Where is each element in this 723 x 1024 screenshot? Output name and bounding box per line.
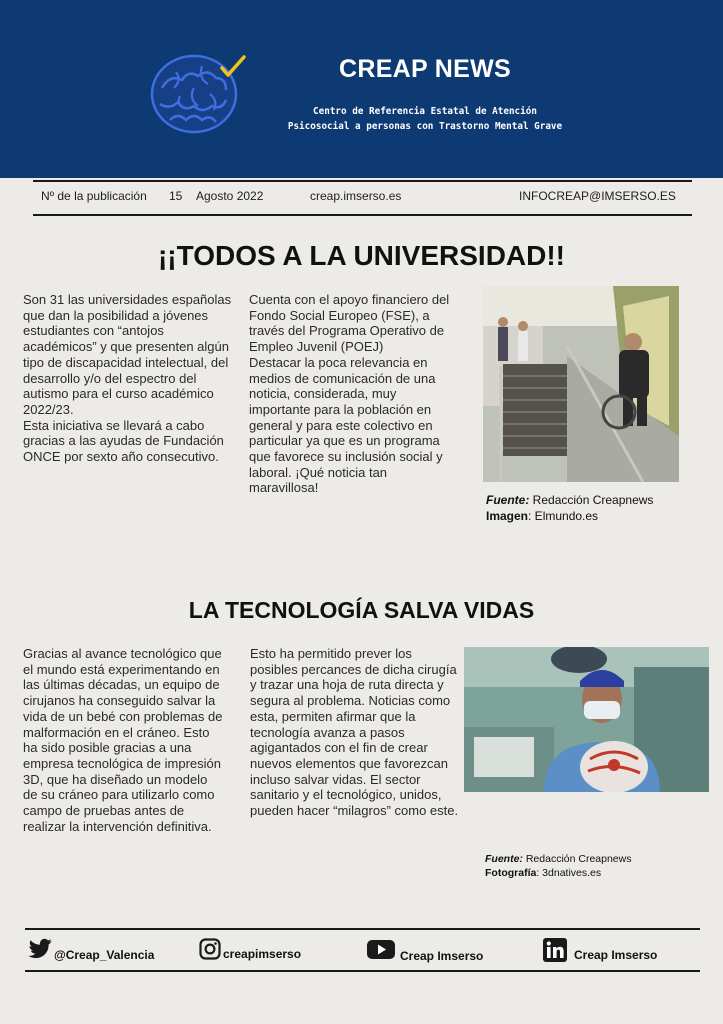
article-1-column-2: [249, 292, 459, 496]
article-2-column-2: [250, 646, 460, 819]
linkedin-page: Creap Imserso: [574, 948, 658, 962]
article-1-paragraph: Son 31 las universidades españolas que dan la posibilidad a jóvenes estudiantes con “antojos académicos” y que presenten algún tipo de discapacidad intelectual, del desarrollo y/o del espectro del autismo para el curso académico 2022/23.: [23, 292, 232, 417]
instagram-icon: [199, 938, 221, 960]
article-1-paragraph: Cuenta con el apoyo financiero del Fondo Social Europeo (FSE), a través del Programa Operativo de Empleo Juvenil (POEJ): [249, 292, 450, 355]
caption-source: Redacción Creapnews: [522, 853, 632, 865]
article-2-column-1: [23, 646, 223, 834]
article-2-caption: [485, 853, 631, 880]
publication-info-bar: [33, 180, 692, 216]
brand-subtitle: [255, 104, 595, 134]
youtube-icon: [367, 938, 395, 960]
subtitle-line-2: Psicosocial a personas con Trastorno Mental Grave: [287, 121, 563, 132]
article-1-caption: [486, 492, 653, 524]
brand-title: CREAP NEWS: [338, 55, 511, 83]
article-1-paragraph: Destacar la poca relevancia en medios de comunicación de una noticia, considerada, muy importante para la población en general y para este colectivo en particular ya que es un programa que favorece su inclusión social y laboral. ¡Qué noticia tan maravillosa!: [249, 354, 443, 496]
caption-source-label: Fuente:: [486, 493, 530, 507]
twitter-icon: [29, 938, 53, 960]
website-link[interactable]: creap.imserso.es: [310, 189, 402, 203]
caption-source: Redacción Creapnews: [529, 493, 654, 507]
article-2-paragraph: Esto ha permitido prever los posibles percances de dicha cirugía y trazar una hoja de ruta directa y segura al problema. Noticias como esta, permiten afirmar que la tecnología avanza a pasos agigantados con el fin de crear nuevos elementos que favorezcan incluso salvar vidas. El sector sanitario y el tecnológico, unidos, pueden hacer “milagros” como este.: [250, 646, 459, 819]
publication-date: Agosto 2022: [196, 189, 264, 203]
university-photo: [483, 286, 679, 482]
caption-source-label: Fuente:: [485, 853, 523, 865]
subtitle-line-1: Centro de Referencia Estatal de Atención: [313, 106, 537, 117]
caption-image: : Elmundo.es: [528, 509, 599, 523]
youtube-channel: Creap Imserso: [400, 949, 484, 963]
email-link[interactable]: INFOCREAP@IMSERSO.ES: [519, 189, 676, 203]
article-1-title: ¡¡TODOS A LA UNIVERSIDAD!!: [157, 240, 566, 271]
caption-image-label: Imagen: [486, 509, 529, 523]
article-2-title: LA TECNOLOGÍA SALVA VIDAS: [188, 597, 535, 623]
article-2-paragraph: Gracias al avance tecnológico que el mundo está experimentando en las últimas décadas, un equipo de cirujanos ha conseguido salvar la vida de un bebé con problemas de malformación en el cráneo. Esto ha sido posible gracias a una empresa tecnológica de impresión 3D, que ha diseñado un modelo de su cráneo para utilizarlo como campo de pruebas antes de realizar la intervención definitiva.: [23, 646, 223, 834]
masthead: [0, 0, 723, 178]
brain-check-icon: [150, 48, 250, 136]
publication-label: Nº de la publicación: [41, 189, 147, 203]
publication-day: 15: [169, 189, 183, 203]
surgeon-photo: [464, 647, 709, 792]
instagram-handle: creapimserso: [223, 947, 302, 961]
linkedin-icon: [543, 938, 567, 962]
caption-photo-label: Fotografía: [485, 866, 537, 879]
caption-photo: : 3dnatives.es: [536, 866, 602, 879]
twitter-handle: @Creap_Valencia: [54, 948, 155, 962]
article-1-paragraph: Esta iniciativa se llevará a cabo gracias a las ayudas de Fundación ONCE por sexto año consecutivo.: [23, 417, 224, 465]
social-footer: [25, 928, 700, 972]
article-1-column-1: [23, 292, 236, 465]
